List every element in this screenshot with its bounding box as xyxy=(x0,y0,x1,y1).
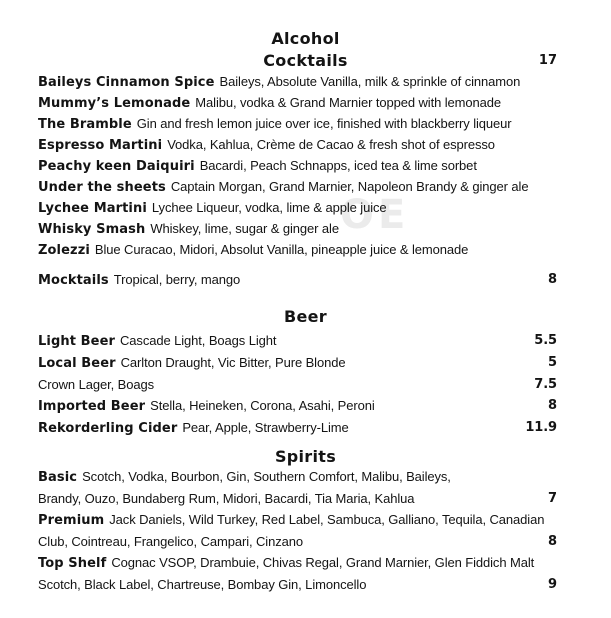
item-desc: Malibu, vodka & Grand Marnier topped with lemonade xyxy=(195,95,502,110)
menu-item-row xyxy=(38,198,557,219)
item-price: 5 xyxy=(548,355,557,370)
item-name: Top Shelf xyxy=(38,556,107,571)
menu-item-row xyxy=(38,156,557,177)
item-name: The Bramble xyxy=(38,117,132,132)
item-desc: Carlton Draught, Vic Bitter, Pure Blonde xyxy=(120,355,346,370)
item-desc: Stella, Heineken, Corona, Asahi, Peroni xyxy=(150,398,375,413)
menu-item-row-continuation xyxy=(38,374,557,395)
menu-item-row xyxy=(38,509,557,531)
item-name: Basic xyxy=(38,470,78,485)
item-price: 8 xyxy=(548,534,557,549)
item-desc: Cascade Light, Boags Light xyxy=(120,333,277,348)
item-name: Peachy keen Daiquiri xyxy=(38,159,195,174)
item-desc: Brandy, Ouzo, Bundaberg Rum, Midori, Bacardi, Tia Maria, Kahlua xyxy=(38,491,415,506)
item-desc: Captain Morgan, Grand Marnier, Napoleon Brandy & ginger ale xyxy=(170,179,529,194)
item-name: Whisky Smash xyxy=(38,222,146,237)
menu-item-row xyxy=(38,352,557,374)
item-desc: Gin and fresh lemon juice over ice, finished with blackberry liqueur xyxy=(136,116,512,131)
watermark: OE xyxy=(340,192,410,238)
item-price: 8 xyxy=(548,398,557,413)
item-desc: Baileys, Absolute Vanilla, milk & sprinkle of cinnamon xyxy=(219,74,521,89)
item-name: Under the sheets xyxy=(38,180,166,195)
menu-item-row-continuation xyxy=(38,574,557,595)
item-desc: Bacardi, Peach Schnapps, iced tea & lime sorbet xyxy=(199,158,477,173)
item-desc: Lychee Liqueur, vodka, lime & apple juice xyxy=(151,200,387,215)
item-name: Rekorderling Cider xyxy=(38,421,178,436)
item-name: Zolezzi xyxy=(38,243,90,258)
item-desc: Scotch, Vodka, Bourbon, Gin, Southern Comfort, Malibu, Baileys, xyxy=(82,469,451,484)
item-desc: Whiskey, lime, sugar & ginger ale xyxy=(150,221,339,236)
item-price: 8 xyxy=(548,272,557,287)
section-cocktails-heading-row xyxy=(38,50,557,72)
menu-item-row xyxy=(38,114,557,135)
section-heading-beer: Beer xyxy=(284,307,327,326)
menu-item-row-continuation xyxy=(38,488,557,509)
menu-item-row xyxy=(38,466,557,488)
cocktails-price: 17 xyxy=(538,53,557,68)
menu-page xyxy=(38,0,557,595)
item-desc: Blue Curacao, Midori, Absolut Vanilla, pineapple juice & lemonade xyxy=(94,242,469,257)
item-name: Mummy’s Lemonade xyxy=(38,96,191,111)
page-title: Alcohol xyxy=(271,29,340,48)
item-desc: Club, Cointreau, Frangelico, Campari, Cinzano xyxy=(38,534,304,549)
menu-item-row-continuation xyxy=(38,531,557,552)
menu-item-row xyxy=(38,93,557,114)
section-heading-cocktails: Cocktails xyxy=(263,51,348,70)
item-desc: Tropical, berry, mango xyxy=(113,272,241,287)
item-desc: Vodka, Kahlua, Crème de Cacao & fresh shot of espresso xyxy=(167,137,495,152)
item-name: Local Beer xyxy=(38,356,116,371)
item-desc: Scotch, Black Label, Chartreuse, Bombay Gin, Limoncello xyxy=(38,577,367,592)
item-price: 9 xyxy=(548,577,557,592)
item-price: 11.9 xyxy=(525,420,557,435)
menu-item-row xyxy=(38,135,557,156)
item-name: Baileys Cinnamon Spice xyxy=(38,75,215,90)
item-name: Light Beer xyxy=(38,334,115,349)
menu-item-row xyxy=(38,219,557,240)
menu-item-row-mocktails xyxy=(38,269,557,291)
section-heading-spirits: Spirits xyxy=(274,447,337,466)
item-desc: Pear, Apple, Strawberry-Lime xyxy=(182,420,349,435)
menu-item-row xyxy=(38,177,557,198)
menu-item-row xyxy=(38,395,557,417)
menu-item-row xyxy=(38,72,557,93)
item-name: Espresso Martini xyxy=(38,138,163,153)
menu-item-row xyxy=(38,330,557,352)
item-price: 7 xyxy=(548,491,557,506)
menu-item-row xyxy=(38,552,557,574)
item-name: Mocktails xyxy=(38,273,109,288)
item-price: 5.5 xyxy=(534,333,557,348)
item-name: Imported Beer xyxy=(38,399,146,414)
item-desc: Crown Lager, Boags xyxy=(38,377,154,392)
menu-item-row xyxy=(38,417,557,439)
item-name: Premium xyxy=(38,513,105,528)
item-desc: Cognac VSOP, Drambuie, Chivas Regal, Grand Marnier, Glen Fiddich Malt xyxy=(111,555,535,570)
item-name: Lychee Martini xyxy=(38,201,147,216)
item-desc: Jack Daniels, Wild Turkey, Red Label, Sambuca, Galliano, Tequila, Canadian xyxy=(109,512,545,527)
item-price: 7.5 xyxy=(534,377,557,392)
menu-item-row xyxy=(38,240,557,261)
